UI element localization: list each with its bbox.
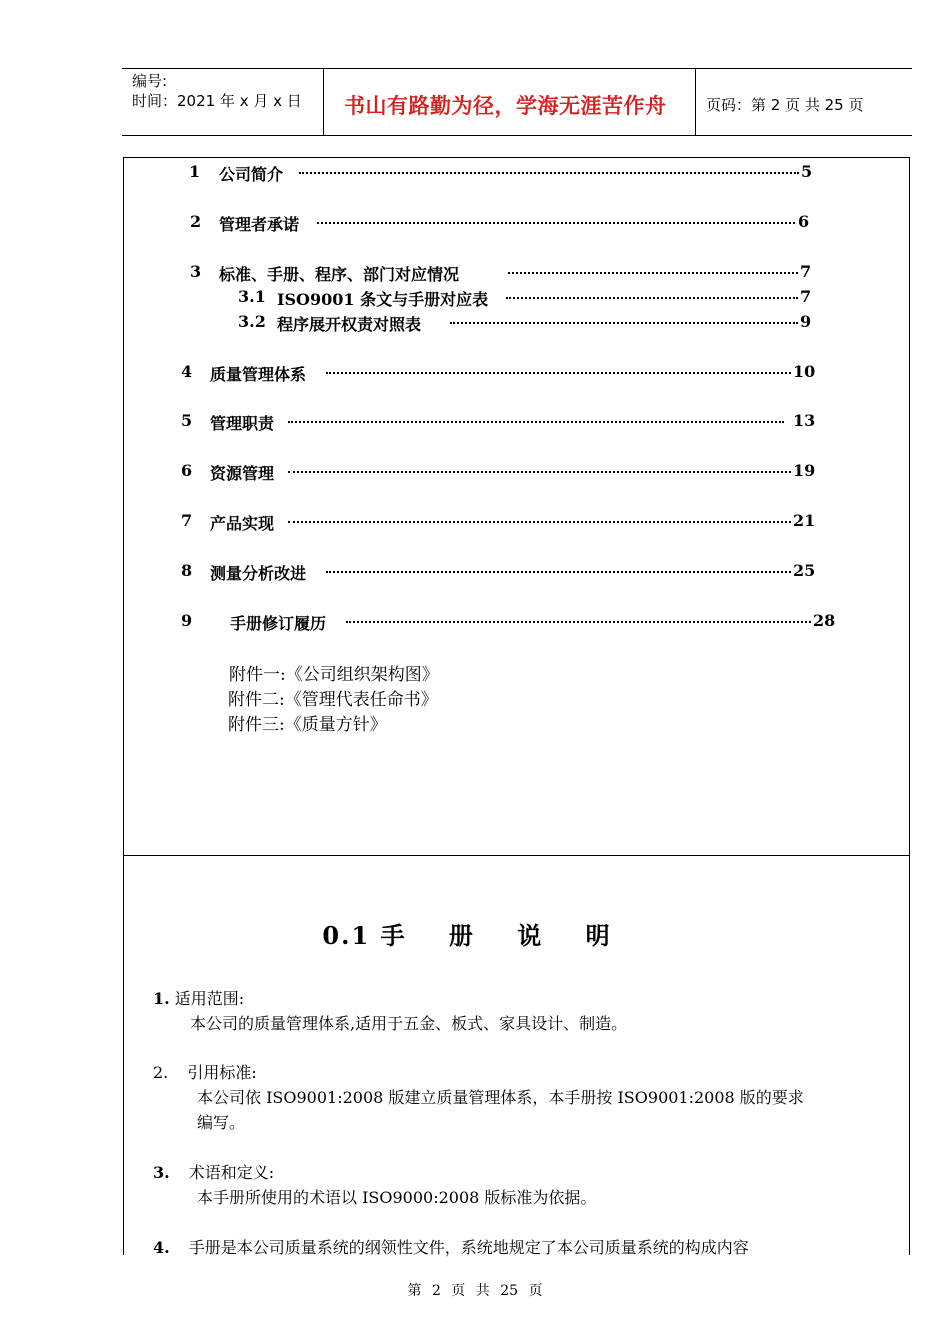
toc-leader bbox=[299, 172, 799, 174]
annex-2[interactable]: 附件二:《管理代表任命书》 bbox=[228, 690, 438, 710]
toc-leader bbox=[450, 322, 798, 324]
item-1-body: 本公司的质量管理体系,适用于五金、板式、家具设计、制造。 bbox=[190, 1014, 628, 1033]
header-bottom-rule bbox=[122, 135, 912, 136]
toc-page: 7 bbox=[800, 262, 812, 281]
toc-title: 手册修订履历 bbox=[230, 614, 327, 633]
toc-leader bbox=[346, 621, 811, 623]
item-3-heading: 3. 术语和定义: bbox=[153, 1163, 275, 1182]
item-3-body: 本手册所使用的术语以 ISO9000:2008 版标准为依据。 bbox=[197, 1188, 597, 1207]
toc-page: 7 bbox=[800, 287, 812, 306]
toc-leader bbox=[326, 372, 791, 374]
section-number: 0.1 bbox=[322, 921, 371, 950]
item-1-heading: 1. 适用范围: bbox=[153, 989, 245, 1008]
item-4-heading: 4. 手册是本公司质量系统的纲领性文件，系统地规定了本公司质量系统的构成内容 bbox=[153, 1238, 749, 1257]
toc-page: 19 bbox=[793, 461, 816, 480]
section-title bbox=[0, 916, 950, 951]
toc-page: 9 bbox=[800, 312, 812, 331]
motto: 书山有路勤为径，学海无涯苦作舟 bbox=[344, 94, 667, 118]
toc-title: 程序展开权责对照表 bbox=[277, 315, 422, 334]
toc-title: 产品实现 bbox=[210, 514, 275, 533]
toc-page: 25 bbox=[793, 561, 816, 580]
item-2-body-line2: 编写。 bbox=[197, 1113, 246, 1132]
toc-page: 10 bbox=[793, 362, 816, 381]
page-label: 页码：第 2 页 共 25 页 bbox=[706, 96, 864, 114]
toc-page: 28 bbox=[813, 611, 836, 630]
toc-title: ISO9001 条文与手册对应表 bbox=[277, 290, 489, 309]
toc-leader bbox=[288, 521, 791, 523]
toc-leader bbox=[288, 421, 784, 423]
toc-title: 管理职责 bbox=[210, 414, 275, 433]
toc-leader bbox=[506, 297, 798, 299]
toc-page: 6 bbox=[798, 212, 810, 231]
toc-title: 标准、手册、程序、部门对应情况 bbox=[219, 265, 460, 284]
item-2-heading: 2. 引用标准: bbox=[153, 1063, 257, 1082]
header-divider-2 bbox=[695, 68, 696, 136]
annex-1[interactable]: 附件一:《公司组织架构图》 bbox=[229, 665, 439, 685]
toc-title: 管理者承诺 bbox=[219, 215, 300, 234]
toc-leader bbox=[317, 222, 795, 224]
toc-title: 资源管理 bbox=[210, 464, 275, 483]
toc-page: 5 bbox=[801, 162, 813, 181]
toc-leader bbox=[288, 471, 791, 473]
toc-leader bbox=[326, 571, 791, 573]
toc-leader bbox=[508, 272, 798, 274]
header-divider-1 bbox=[323, 68, 324, 136]
page-footer: 第 2 页 共 25 页 bbox=[407, 1283, 543, 1299]
section-heading: 手 册 说 明 bbox=[380, 921, 628, 950]
item-2-body-line1: 本公司依 ISO9001:2008 版建立质量管理体系，本手册按 ISO9001:2008 版的要求 bbox=[197, 1088, 804, 1107]
toc-title: 质量管理体系 bbox=[210, 365, 307, 384]
annex-3[interactable]: 附件三:《质量方针》 bbox=[228, 715, 387, 735]
time-label: 时间：2021 年 x 月 x 日 bbox=[132, 92, 302, 110]
toc-title: 测量分析改进 bbox=[210, 564, 307, 583]
toc-title: 公司简介 bbox=[219, 165, 284, 184]
content-divider bbox=[123, 855, 910, 856]
toc-page: 21 bbox=[793, 511, 816, 530]
toc-page: 13 bbox=[793, 411, 816, 430]
code-label: 编号: bbox=[132, 72, 168, 90]
header-top-rule bbox=[122, 68, 912, 69]
